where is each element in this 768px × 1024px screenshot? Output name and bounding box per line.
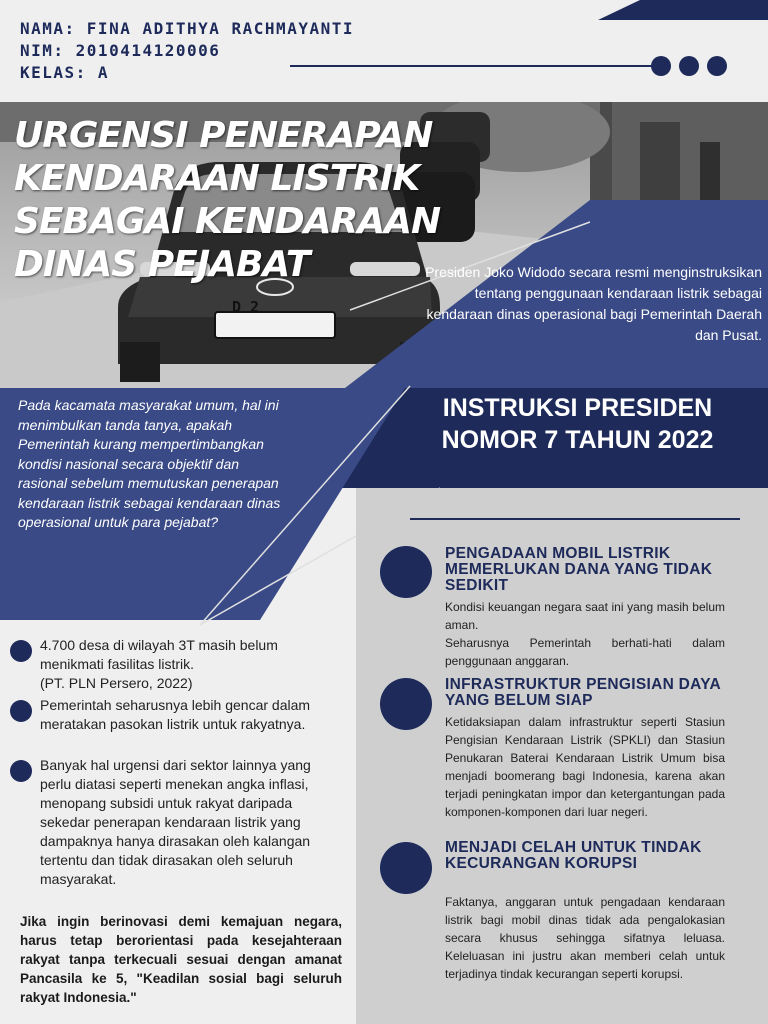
bullet-dot-icon [380, 546, 432, 598]
right-point-1-heading: PENGADAAN MOBIL LISTRIK MEMERLUKAN DANA YANG TIDAK SEDIKIT [445, 545, 713, 594]
bullet-dot-icon [10, 700, 32, 722]
right-divider [410, 518, 740, 520]
right-point-3-heading: MENJADI CELAH UNTUK TINDAK KECURANGAN KORUPSI [445, 839, 702, 872]
right-point-2-text: Ketidaksiapan dalam infrastruktur seperti Stasiun Pengisian Kendaraan Listrik (SPKLI) dan Stasiun Penukaran Baterai Kendaraan Listrik Umum bisa menjadi boomerang bagi Indonesia, karena akan terjadi peningkatan impor dan ketergantungan pada komponen-komponen dari luar negeri. [445, 715, 725, 819]
left-point-3: Banyak hal urgensi dari sektor lainnya yang perlu diatasi seperti menekan angka inflasi, menopang subsidi untuk rakyat daripada sekedar penerapan kendaraan listrik yang dampaknya hanya dirasakan oleh kalangan tertentu dan tidak dirasakan oleh seluruh masyarakat. [40, 757, 311, 887]
instruction-text: Presiden Joko Widodo secara resmi menginstruksikan tentang penggunaan kendaraan listrik sebagai kendaraan dinas operasional bagi Pemerintah Daerah dan Pusat. [425, 264, 762, 343]
left-point-1-text: 4.700 desa di wilayah 3T masih belum menikmati fasilitas listrik. [40, 637, 278, 672]
right-point-1-text-b: Seharusnya Pemerintah berhati-hati dalam penggunaan anggaran. [445, 636, 725, 668]
bullet-dot-icon [380, 678, 432, 730]
inpres-title [400, 392, 755, 456]
conclusion-text: Jika ingin berinovasi demi kemajuan negara, harus tetap berorientasi pada kesejahteraan rakyat tanpa terkecuali sesuai dengan amanat Pancasila ke 5, "Keadilan sosial bagi seluruh rakyat Indonesia." [20, 914, 342, 1005]
right-point-1-text-a: Kondisi keuangan negara saat ini yang masih belum aman. [445, 600, 725, 632]
inpres-title-line2: NOMOR 7 TAHUN 2022 [441, 426, 714, 454]
student-nim: NIM: 2010414120006 [20, 41, 221, 60]
license-plate: D 2 [232, 298, 260, 316]
left-point-2: Pemerintah seharusnya lebih gencar dalam meratakan pasokan listrik untuk rakyatnya. [40, 697, 311, 732]
right-point-3-text: Faktanya, anggaran untuk pengadaan kendaraan listrik bagi mobil dinas tidak ada pengalokasian secara khusus sehingga sifatnya leluasa. Keleluasan ini justru akan memberi celah untuk terjadinya tindak kecurangan seperti korupsi. [445, 895, 725, 981]
main-title: URGENSI PENERAPAN KENDARAAN LISTRIK SEBAGAI KENDARAAN DINAS PEJABAT [14, 115, 441, 285]
left-point-1 [40, 636, 320, 693]
right-point-1-text [445, 598, 725, 670]
public-question: Pada kacamata masyarakat umum, hal ini menimbulkan tanda tanya, apakah Pemerintah kurang mempertimbangkan kondisi nasional secara objektif dan rasional sebelum memutuskan penerapan kendaraan listrik sebagai kendaraan dinas operasional untuk para pejabat? [18, 397, 281, 530]
student-name: NAMA: FINA ADITHYA RACHMAYANTI [20, 19, 354, 38]
bullet-dot-icon [380, 842, 432, 894]
left-point-1-source: (PT. PLN Persero, 2022) [40, 675, 193, 691]
inpres-title-line1: INSTRUKSI PRESIDEN [442, 394, 713, 422]
student-class: KELAS: A [20, 63, 110, 82]
right-point-2-heading: INFRASTRUKTUR PENGISIAN DAYA YANG BELUM SIAP [445, 676, 721, 709]
bullet-dot-icon [10, 760, 32, 782]
bullet-dot-icon [10, 640, 32, 662]
